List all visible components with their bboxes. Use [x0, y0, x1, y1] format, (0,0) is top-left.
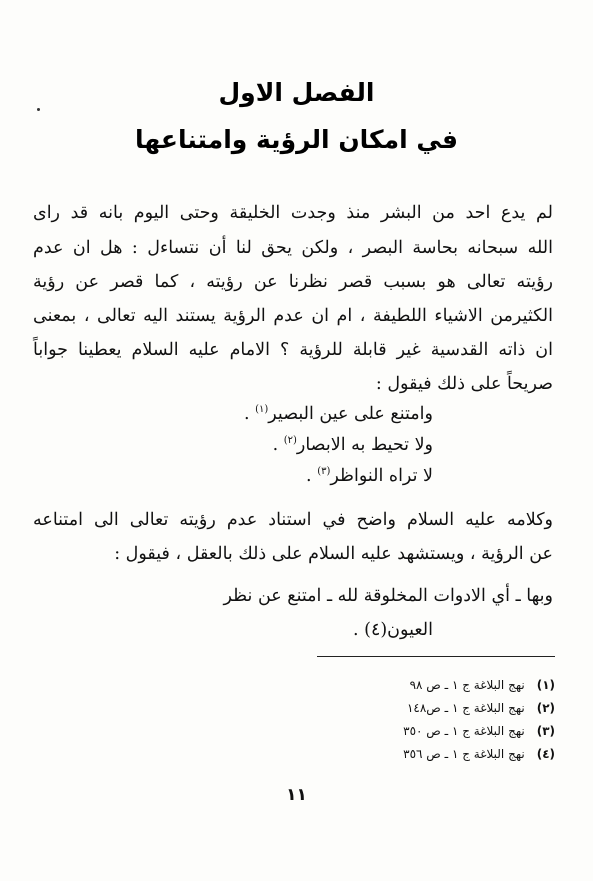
footnote-text: نهج البلاغة ج ١ ـ ص ٩٨	[409, 678, 525, 692]
paragraph1-line: رؤيته تعالى هو بسبب قصر نظرنا عن رؤيته ، كما قصر عن رؤية	[33, 272, 553, 292]
quote-text: وامتنع على عين البصير	[268, 404, 433, 424]
footnote	[403, 747, 555, 761]
footnote-ref: (١)	[255, 404, 269, 416]
quote-line	[244, 404, 433, 424]
quote-line	[306, 466, 433, 486]
paragraph3-line: العيون(٤) .	[353, 620, 433, 640]
paragraph1-line: ان ذاته القدسية غير قابلة للرؤية ؟ الامام عليه السلام يعطينا جواباً	[33, 340, 553, 360]
quote-text: لا تراه النواظر	[330, 466, 433, 486]
footnote-text: نهج البلاغة ج ١ ـ ص ٣٥٦	[403, 747, 525, 761]
paragraph2-line: عن الرؤية ، ويستشهد عليه السلام على ذلك بالعقل ، فيقول :	[114, 544, 553, 564]
footnote-number: (٣)	[536, 724, 555, 738]
footnote-number: (١)	[536, 678, 555, 692]
footnote	[403, 724, 555, 738]
footnote-number: (٤)	[536, 747, 555, 761]
quote-end: .	[306, 466, 318, 486]
paragraph2-line: وكلامه عليه السلام واضح في استناد عدم رؤيته تعالى الى امتناعه	[33, 510, 553, 530]
paragraph1-line: صريحاً على ذلك فيقول :	[375, 374, 553, 394]
page-number: ١١	[286, 785, 307, 805]
footnote	[410, 678, 555, 692]
chapter-title: الفصل الاول	[218, 78, 375, 107]
quote-line	[273, 435, 433, 455]
quote-end: .	[272, 435, 284, 455]
footnote-text: نهج البلاغة ج ١ ـ ص ٣٥٠	[403, 724, 525, 738]
quote-text: ولا تحيط به الابصار	[296, 435, 433, 455]
paragraph3-line: وبها ـ أي الادوات المخلوقة لله ـ امتنع عن نظر	[223, 586, 553, 606]
paragraph1-line: الكثيرمن الاشياء اللطيفة ، ام ان عدم الرؤية يستند اليه تعالى ، بمعنى	[33, 306, 553, 326]
footnote-ref: (٢)	[283, 435, 297, 447]
paragraph1-line: الله سبحانه بحاسة البصر ، ولكن يحق لنا أن نتساءل : هل ان عدم	[33, 238, 553, 258]
page-speck	[37, 108, 40, 111]
footnote	[407, 701, 555, 715]
quote-end: .	[243, 404, 256, 424]
footnote-separator	[317, 656, 555, 657]
chapter-subtitle: في امكان الرؤية وامتناعها	[134, 125, 459, 154]
paragraph1-line: لم يدع احد من البشر منذ وجدت الخليقة وحتى اليوم بانه قد راى	[33, 203, 553, 223]
footnote-ref: (٣)	[317, 466, 331, 478]
footnote-text: نهج البلاغة ج ١ ـ ص١٤٨	[406, 701, 525, 715]
footnote-number: (٢)	[536, 701, 555, 715]
